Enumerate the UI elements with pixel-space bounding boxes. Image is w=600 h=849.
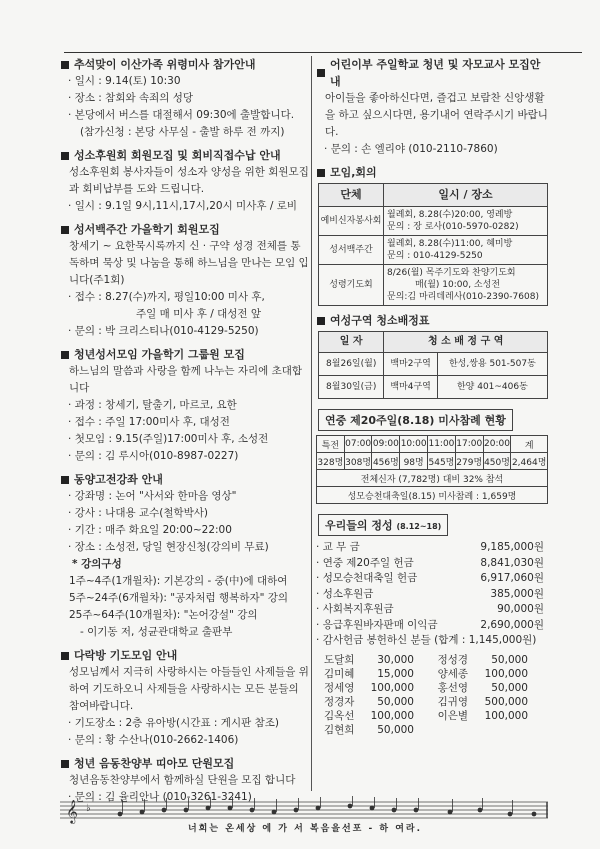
section-title: 추석맞이 이산가족 위령미사 참가안내 — [60, 56, 310, 73]
info-paragraph: 창세기 ~ 요한묵시록까지 신 · 구약 성경 전체를 통독하며 묵상 및 나눔을 통해 하느님을 만나는 모임 입니다(주1회) — [69, 240, 309, 286]
column-divider — [311, 56, 312, 791]
section-title: 성서백주간 가을학기 회원모집 — [60, 221, 310, 238]
cleaning-table — [318, 331, 548, 399]
square-bullet-icon — [61, 152, 69, 160]
square-bullet-icon — [61, 61, 69, 69]
section-title: 어린이부 주일학교 청년 및 자모교사 모집안내 — [316, 56, 548, 90]
giver-row: 김옥선 100,000 이은별 100,000 — [324, 709, 528, 722]
info-paragraph: 성소후원회 봉사자들이 성소자 양성을 위한 회원모집과 회비납부를 도와 드립니다. — [69, 166, 309, 195]
offerings-section — [316, 510, 548, 737]
top-rule — [64, 52, 582, 53]
info-note: (참가신청 : 본당 사무실 - 출발 하루 전 까지) — [80, 126, 285, 138]
info-line: · 첫모임 : 9.15(주일)17:00미사 후, 소성전 — [60, 431, 310, 448]
offering-row: · 연중 제20주일 헌금 8,841,030원 — [316, 556, 548, 572]
giver-row: 도달희 30,000 정성경 50,000 — [324, 653, 528, 666]
left-column — [60, 56, 310, 812]
info-paragraph: 청년음동찬양부에서 함께하실 단원을 모집 합니다 — [69, 774, 296, 786]
attendance-section — [316, 405, 548, 504]
info-line: · 본당에서 버스를 대절해서 09:30에 출발합니다. — [60, 107, 310, 124]
schedule-cell: 월례회, 8.28(수)11:00, 혜미방 문의 : 010-4129-5250 — [384, 236, 548, 265]
times-row: 특전 07:00 09:00 10:00 11:00 17:00 20:00 계 — [317, 436, 548, 453]
section-title: 동양고전강좌 안내 — [60, 471, 310, 488]
section-title: 성소후원회 회원모집 및 회비직접수납 안내 — [60, 147, 310, 164]
info-line: · 장소 : 참회와 속죄의 성당 — [60, 90, 310, 107]
info-paragraph: 아이들을 좋아하신다면, 즐겁고 보람찬 신앙생활을 하고 싶으시다면, 용기내어 연락주시기 바랍니다. — [325, 92, 548, 138]
notice-prayer-meeting — [60, 647, 310, 749]
info-paragraph: 성모님께서 지극히 사랑하시는 아들들인 사제들을 위하여 기도하오니 사제들을 사랑하시는 모든 분들의 참여바랍니다. — [69, 666, 309, 712]
table-header-row — [319, 332, 548, 353]
offerings-title: 우리들의 정성 (8.12~18) — [318, 514, 448, 536]
course-line: - 이기동 저, 성균관대학교 출판부 — [80, 626, 233, 638]
square-bullet-icon — [61, 760, 69, 768]
square-bullet-icon — [317, 69, 325, 77]
course-line: 5주~24주(6개월차): "공자처럼 행복하자" 강의 — [69, 592, 289, 604]
info-line: · 문의 : 황 수산나(010-2662-1406) — [60, 732, 310, 749]
cleaning-section — [316, 312, 548, 399]
column-header: 청 소 배 정 구 역 — [384, 332, 548, 353]
treble-clef-icon: 𝄞 — [66, 799, 78, 823]
notice-vocation-support — [60, 147, 310, 215]
column-header: 단체 — [319, 184, 384, 207]
notice-bible-100weeks — [60, 221, 310, 340]
summary-row: 성모승천대축일(8.15) 미사참례 : 1,659명 — [317, 487, 548, 504]
offering-row: · 사회복지후원금 90,000원 — [316, 602, 548, 618]
meetings-table — [318, 183, 548, 306]
table-row: 8월26일(월) 백마2구역 한성,쌍용 501-507동 — [319, 353, 548, 376]
info-line: 주일 매 미사 후 / 대성전 앞 — [136, 308, 261, 320]
offering-row: · 성모승천대축일 헌금 6,917,060원 — [316, 571, 548, 587]
schedule-cell: 월례회, 8.28(수)20:00, 영례방 문의 : 장 로사(010-5970-0282) — [384, 207, 548, 236]
notice-youth-bible — [60, 346, 310, 465]
info-line: · 장소 : 소성전, 당일 현장신청(강의비 무료) — [60, 539, 310, 556]
info-line: · 문의 : 김 율리안나 (010-3261-3241) — [60, 789, 310, 806]
schedule-cell: 8/26(월) 목주기도와 찬양기도회 매(월) 10:00, 소성전 문의:김 마리데레사(010-2390-7608) — [384, 265, 548, 306]
table-row — [319, 236, 548, 265]
column-header: 일 자 — [319, 332, 384, 353]
giver-row: 김미혜 15,000 양세종 100,000 — [324, 667, 528, 680]
attendance-title: 연중 제20주일(8.18) 미사참례 현황 — [318, 409, 513, 431]
square-bullet-icon — [317, 317, 325, 325]
right-column — [316, 56, 548, 743]
section-title: 청년성서모임 가을학기 그룹원 모집 — [60, 346, 310, 363]
info-line: · 강좌명 : 논어 "사서와 한마음 영상" — [60, 488, 310, 505]
giver-row: 정경자 50,000 김귀영 500,000 — [324, 695, 528, 708]
table-header-row — [319, 184, 548, 207]
square-bullet-icon — [317, 169, 325, 177]
info-line: · 접수 : 8.27(수)까지, 평일10:00 미사 후, — [60, 289, 310, 306]
info-line: · 일시 : 9.14(토) 10:30 — [60, 73, 310, 90]
table-row — [319, 207, 548, 236]
giver-row: 김현희 50,000 — [324, 723, 414, 736]
attendance-table — [316, 435, 548, 504]
course-heading: * 강의구성 — [72, 558, 122, 570]
section-title: 청년 음동찬양부 띠아모 단원모집 — [60, 755, 310, 772]
section-title: 모임,회의 — [316, 164, 548, 181]
info-line: · 문의 : 손 엘리야 (010-2110-7860) — [316, 141, 548, 158]
section-title: 다락방 기도모임 안내 — [60, 647, 310, 664]
info-line: · 접수 : 주일 17:00미사 후, 대성전 — [60, 414, 310, 431]
counts-row: 328명 308명 456명 98명 545명 279명 450명 2,464명 — [317, 453, 548, 470]
summary-row: 전체신자 (7,782명) 대비 32% 참석 — [317, 470, 548, 487]
giver-row: 정세영 100,000 홍선영 50,000 — [324, 681, 528, 694]
info-line: · 강사 : 나대용 교수(철학박사) — [60, 505, 310, 522]
info-line: · 문의 : 박 크리스티나(010-4129-5250) — [60, 323, 310, 340]
section-title: 여성구역 청소배정표 — [316, 312, 548, 329]
square-bullet-icon — [61, 226, 69, 234]
course-line: 1주~4주(1개월차): 기본강의 - 중(中)에 대하여 — [69, 575, 288, 587]
group-name: 예비신자봉사회 — [319, 207, 384, 236]
group-name: 성서백주간 — [319, 236, 384, 265]
flat-icon: ♭ — [86, 803, 91, 814]
table-row: 8월30일(금) 백마4구역 한양 401~406동 — [319, 376, 548, 399]
note-stems — [122, 796, 512, 814]
staff-lines — [60, 802, 548, 818]
column-header: 일시 / 장소 — [384, 184, 548, 207]
group-name: 성령기도회 — [319, 265, 384, 306]
offering-row: · 교 무 금 9,185,000원 — [316, 540, 548, 556]
offering-row: · 응급후원바자판매 이익금 2,690,000원 — [316, 618, 548, 634]
info-line: · 문의 : 김 루시아(010-8987-0227) — [60, 448, 310, 465]
square-bullet-icon — [61, 652, 69, 660]
notice-chuseok — [60, 56, 310, 141]
info-line: · 기간 : 매주 화요일 20:00~22:00 — [60, 522, 310, 539]
table-row — [319, 265, 548, 306]
song-lyrics: 너희는 온세상 에 가 서 복음을선포 - 하 여라. — [187, 824, 423, 834]
course-line: 25주~64주(10개월차): "논어강설" 강의 — [69, 609, 258, 621]
square-bullet-icon — [61, 351, 69, 359]
square-bullet-icon — [61, 476, 69, 484]
notice-classics-lecture — [60, 471, 310, 641]
meetings-section — [316, 164, 548, 306]
info-line: · 기도장소 : 2층 유아방(시간표 : 게시판 참조) — [60, 715, 310, 732]
info-paragraph: 하느님의 말씀과 사랑을 함께 나누는 자리에 초대합니다 — [69, 365, 303, 394]
offering-row: · 성소후원금 385,000원 — [316, 587, 548, 603]
info-line: · 과정 : 창세기, 탈출기, 마르코, 요한 — [60, 397, 310, 414]
notice-sunday-school — [316, 56, 548, 158]
info-line: · 일시 : 9.1일 9시,11시,17시,20시 미사후 / 로비 — [60, 198, 310, 215]
thanks-heading: · 감사헌금 봉헌하신 분들 (합계 : 1,145,000원) — [316, 633, 548, 649]
